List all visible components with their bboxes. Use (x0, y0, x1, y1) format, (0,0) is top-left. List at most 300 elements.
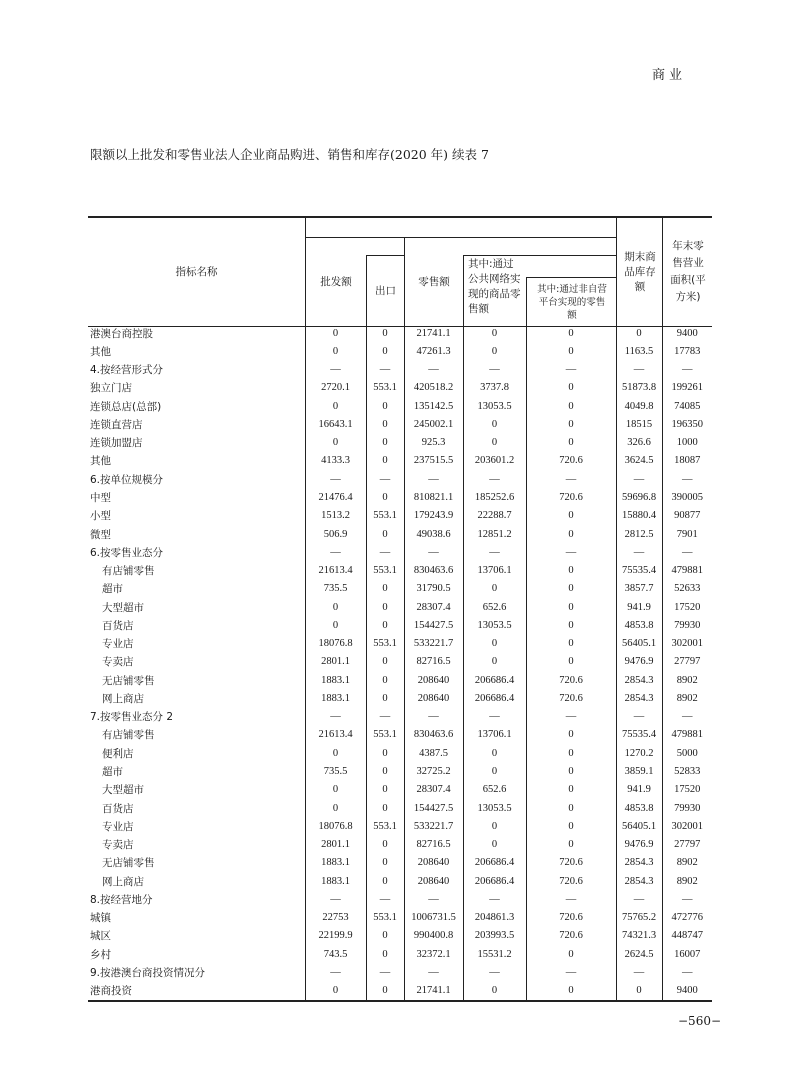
table-row (88, 635, 712, 653)
cell-export: 0 (366, 835, 404, 853)
cell-export: 0 (366, 525, 404, 543)
row-label: 港澳台商控股 (90, 327, 153, 340)
cell-area: 79930 (662, 799, 712, 817)
cell-inventory: 51873.8 (616, 379, 662, 397)
cell-non-self-platform: 720.6 (526, 872, 616, 890)
cell-area: 74085 (662, 397, 712, 415)
cell-wholesale: 1883.1 (305, 854, 366, 872)
cell-wholesale: 2801.1 (305, 835, 366, 853)
cell-retail: 47261.3 (404, 342, 463, 360)
row-label: 网上商店 (102, 692, 144, 705)
column-header-retail: 零售额 (418, 275, 450, 288)
cell-area: 472776 (662, 909, 712, 927)
row-label: 连锁直营店 (90, 418, 143, 431)
cell-area: 27797 (662, 653, 712, 671)
table-row (88, 945, 712, 963)
cell-non-self-platform: — (526, 543, 616, 561)
cell-area: — (662, 543, 712, 561)
cell-inventory: 0 (616, 324, 662, 342)
cell-area: 479881 (662, 561, 712, 579)
cell-export: 553.1 (366, 726, 404, 744)
table-row (88, 580, 712, 598)
cell-inventory: 56405.1 (616, 817, 662, 835)
cell-export: 0 (366, 982, 404, 1000)
column-header-wholesale: 批发额 (320, 275, 352, 288)
cell-retail: — (404, 543, 463, 561)
cell-non-self-platform: 720.6 (526, 854, 616, 872)
table-row (88, 909, 712, 927)
cell-wholesale: 16643.1 (305, 415, 366, 433)
cell-inventory: 9476.9 (616, 653, 662, 671)
row-label: 独立门店 (90, 382, 132, 395)
cell-inventory: 2854.3 (616, 671, 662, 689)
cell-inventory: 3859.1 (616, 762, 662, 780)
cell-area: 7901 (662, 525, 712, 543)
cell-retail: 208640 (404, 671, 463, 689)
cell-online-retail: 206686.4 (463, 671, 526, 689)
cell-online-retail: 0 (463, 635, 526, 653)
cell-wholesale: 0 (305, 616, 366, 634)
cell-area: 17783 (662, 342, 712, 360)
cell-export: 553.1 (366, 507, 404, 525)
cell-non-self-platform: 0 (526, 616, 616, 634)
row-label: 连锁加盟店 (90, 437, 143, 450)
cell-wholesale: 0 (305, 397, 366, 415)
table-row (88, 561, 712, 579)
cell-inventory: 941.9 (616, 781, 662, 799)
cell-area: — (662, 470, 712, 488)
row-label: 港商投资 (90, 985, 132, 998)
cell-online-retail: 0 (463, 415, 526, 433)
cell-non-self-platform: 720.6 (526, 488, 616, 506)
cell-online-retail: 652.6 (463, 598, 526, 616)
row-label: 连锁总店(总部) (90, 400, 162, 413)
cell-area: 390005 (662, 488, 712, 506)
cell-export: 0 (366, 762, 404, 780)
cell-online-retail: 204861.3 (463, 909, 526, 927)
row-label: 超市 (102, 583, 123, 596)
column-header-online-retail: 其中:通过公共网络实现的商品零售额 (468, 258, 521, 315)
cell-wholesale: 0 (305, 324, 366, 342)
cell-inventory: 74321.3 (616, 927, 662, 945)
cell-wholesale: 4133.3 (305, 452, 366, 470)
cell-wholesale: — (305, 708, 366, 726)
page-number: −560− (678, 1014, 722, 1028)
cell-non-self-platform: 0 (526, 397, 616, 415)
table-row (88, 854, 712, 872)
cell-non-self-platform: 0 (526, 415, 616, 433)
cell-export: 0 (366, 744, 404, 762)
cell-retail: 1006731.5 (404, 909, 463, 927)
column-header-area: 年末零售营业面积(平方米) (670, 240, 706, 303)
cell-area: 17520 (662, 781, 712, 799)
cell-online-retail: — (463, 470, 526, 488)
cell-online-retail: 13053.5 (463, 616, 526, 634)
cell-inventory: — (616, 963, 662, 981)
cell-export: 0 (366, 434, 404, 452)
cell-export: 0 (366, 927, 404, 945)
cell-retail: 237515.5 (404, 452, 463, 470)
cell-retail: 154427.5 (404, 616, 463, 634)
cell-wholesale: 22199.9 (305, 927, 366, 945)
table-row (88, 982, 712, 1000)
cell-wholesale: 1883.1 (305, 872, 366, 890)
table-row (88, 835, 712, 853)
cell-non-self-platform: 720.6 (526, 927, 616, 945)
table-row (88, 762, 712, 780)
cell-inventory: 3624.5 (616, 452, 662, 470)
section-header: 商业 (652, 68, 687, 83)
cell-export: 0 (366, 415, 404, 433)
table-row (88, 744, 712, 762)
cell-export: 0 (366, 452, 404, 470)
cell-inventory: 75535.4 (616, 561, 662, 579)
table-row (88, 781, 712, 799)
cell-wholesale: 743.5 (305, 945, 366, 963)
cell-wholesale: — (305, 543, 366, 561)
cell-inventory: 941.9 (616, 598, 662, 616)
cell-non-self-platform: 0 (526, 835, 616, 853)
cell-wholesale: 2801.1 (305, 653, 366, 671)
cell-inventory: 4049.8 (616, 397, 662, 415)
cell-online-retail: 13706.1 (463, 561, 526, 579)
row-label: 8.按经营地分 (90, 893, 153, 906)
cell-retail: 21741.1 (404, 982, 463, 1000)
table-row (88, 616, 712, 634)
table-row (88, 543, 712, 561)
row-label: 7.按零售业态分 2 (90, 711, 174, 724)
row-label: 小型 (90, 510, 111, 523)
cell-export: 0 (366, 580, 404, 598)
cell-online-retail: 3737.8 (463, 379, 526, 397)
cell-inventory: 2854.3 (616, 854, 662, 872)
cell-retail: 32372.1 (404, 945, 463, 963)
cell-inventory: — (616, 890, 662, 908)
cell-retail: 179243.9 (404, 507, 463, 525)
cell-inventory: 18515 (616, 415, 662, 433)
table-row (88, 890, 712, 908)
row-label: 超市 (102, 766, 123, 778)
cell-online-retail: — (463, 963, 526, 981)
cell-non-self-platform: 0 (526, 561, 616, 579)
cell-non-self-platform: 0 (526, 799, 616, 817)
cell-area: 17520 (662, 598, 712, 616)
row-label: 6.按单位规模分 (90, 473, 164, 486)
table-row (88, 689, 712, 707)
cell-export: 0 (366, 781, 404, 799)
cell-online-retail: 0 (463, 324, 526, 342)
cell-retail: — (404, 890, 463, 908)
row-label: 专业店 (102, 820, 134, 833)
table-row (88, 507, 712, 525)
column-header-inventory: 期末商品库存额 (624, 250, 656, 293)
cell-online-retail: — (463, 361, 526, 379)
cell-non-self-platform: — (526, 470, 616, 488)
cell-export: 0 (366, 872, 404, 890)
cell-retail: 245002.1 (404, 415, 463, 433)
cell-area: — (662, 361, 712, 379)
cell-online-retail: 203993.5 (463, 927, 526, 945)
row-label: 微型 (90, 528, 111, 541)
table-header (88, 216, 712, 327)
cell-online-retail: 0 (463, 982, 526, 1000)
cell-export: 0 (366, 653, 404, 671)
cell-export: — (366, 963, 404, 981)
cell-area: — (662, 890, 712, 908)
cell-retail: 82716.5 (404, 653, 463, 671)
cell-wholesale: 735.5 (305, 580, 366, 598)
cell-non-self-platform: 0 (526, 635, 616, 653)
cell-non-self-platform: — (526, 708, 616, 726)
cell-online-retail: 0 (463, 762, 526, 780)
cell-wholesale: 0 (305, 598, 366, 616)
cell-export: — (366, 470, 404, 488)
cell-non-self-platform: 0 (526, 744, 616, 762)
cell-retail: — (404, 963, 463, 981)
column-header-export: 出口 (375, 284, 396, 297)
cell-retail: 810821.1 (404, 488, 463, 506)
row-label: 有店铺零售 (102, 565, 155, 578)
cell-area: 196350 (662, 415, 712, 433)
cell-inventory: 326.6 (616, 434, 662, 452)
cell-online-retail: 12851.2 (463, 525, 526, 543)
cell-export: 0 (366, 342, 404, 360)
cell-wholesale: 0 (305, 342, 366, 360)
row-label: 其他 (90, 345, 111, 358)
row-label: 中型 (90, 492, 111, 505)
cell-export: 0 (366, 488, 404, 506)
cell-retail: 28307.4 (404, 598, 463, 616)
cell-wholesale: 735.5 (305, 762, 366, 780)
cell-non-self-platform: 0 (526, 945, 616, 963)
cell-retail: 533221.7 (404, 635, 463, 653)
cell-inventory: 4853.8 (616, 616, 662, 634)
cell-non-self-platform: 0 (526, 324, 616, 342)
cell-online-retail: 13706.1 (463, 726, 526, 744)
cell-retail: 31790.5 (404, 580, 463, 598)
cell-wholesale: 18076.8 (305, 635, 366, 653)
cell-online-retail: 15531.2 (463, 945, 526, 963)
cell-online-retail: 0 (463, 342, 526, 360)
cell-inventory: 3857.7 (616, 580, 662, 598)
cell-inventory: 75765.2 (616, 909, 662, 927)
cell-area: 52833 (662, 762, 712, 780)
table-row (88, 324, 712, 342)
row-label: 无店铺零售 (102, 674, 155, 687)
cell-online-retail: 0 (463, 744, 526, 762)
cell-wholesale: 1883.1 (305, 671, 366, 689)
table-row (88, 927, 712, 945)
column-header-non-self-platform: 其中:通过非自营平台实现的零售额 (537, 283, 607, 321)
cell-inventory: — (616, 543, 662, 561)
cell-online-retail: 206686.4 (463, 854, 526, 872)
row-label: 乡村 (90, 948, 111, 961)
cell-wholesale: 0 (305, 799, 366, 817)
cell-online-retail: 22288.7 (463, 507, 526, 525)
cell-area: 9400 (662, 982, 712, 1000)
cell-retail: 4387.5 (404, 744, 463, 762)
cell-non-self-platform: — (526, 361, 616, 379)
cell-area: 302001 (662, 817, 712, 835)
cell-retail: — (404, 708, 463, 726)
cell-online-retail: 185252.6 (463, 488, 526, 506)
row-label: 专业店 (102, 638, 134, 651)
cell-inventory: 56405.1 (616, 635, 662, 653)
cell-wholesale: 1883.1 (305, 689, 366, 707)
cell-non-self-platform: 0 (526, 379, 616, 397)
cell-inventory: — (616, 361, 662, 379)
table-row (88, 525, 712, 543)
cell-export: 553.1 (366, 817, 404, 835)
cell-inventory: 4853.8 (616, 799, 662, 817)
cell-inventory: 1163.5 (616, 342, 662, 360)
cell-online-retail: 0 (463, 653, 526, 671)
cell-area: 8902 (662, 689, 712, 707)
table-row (88, 361, 712, 379)
cell-area: 9400 (662, 324, 712, 342)
cell-online-retail: 652.6 (463, 781, 526, 799)
cell-wholesale: 0 (305, 982, 366, 1000)
cell-non-self-platform: — (526, 890, 616, 908)
cell-inventory: — (616, 708, 662, 726)
table-row (88, 470, 712, 488)
table-row (88, 342, 712, 360)
table-row (88, 872, 712, 890)
cell-export: 0 (366, 689, 404, 707)
cell-online-retail: — (463, 543, 526, 561)
cell-retail: 82716.5 (404, 835, 463, 853)
cell-online-retail: 206686.4 (463, 689, 526, 707)
cell-area: 8902 (662, 854, 712, 872)
cell-non-self-platform: 0 (526, 762, 616, 780)
cell-area: 8902 (662, 671, 712, 689)
cell-non-self-platform: 0 (526, 726, 616, 744)
cell-area: 79930 (662, 616, 712, 634)
table-row (88, 708, 712, 726)
cell-online-retail: 0 (463, 434, 526, 452)
cell-inventory: 15880.4 (616, 507, 662, 525)
cell-area: 8902 (662, 872, 712, 890)
cell-online-retail: — (463, 890, 526, 908)
table-title: 限额以上批发和零售业法人企业商品购进、销售和库存(2020 年) 续表 7 (90, 147, 489, 162)
cell-retail: — (404, 470, 463, 488)
row-label: 其他 (90, 455, 111, 468)
cell-area: 52633 (662, 580, 712, 598)
cell-retail: 208640 (404, 689, 463, 707)
cell-area: 302001 (662, 635, 712, 653)
cell-area: 199261 (662, 379, 712, 397)
row-label: 专卖店 (102, 839, 134, 852)
cell-retail: 925.3 (404, 434, 463, 452)
cell-non-self-platform: 720.6 (526, 909, 616, 927)
cell-online-retail: 13053.5 (463, 397, 526, 415)
cell-export: 0 (366, 945, 404, 963)
table-row (88, 817, 712, 835)
cell-retail: 990400.8 (404, 927, 463, 945)
row-label: 6.按零售业态分 (90, 546, 164, 559)
cell-area: — (662, 708, 712, 726)
cell-inventory: 59696.8 (616, 488, 662, 506)
cell-wholesale: 21613.4 (305, 726, 366, 744)
cell-wholesale: 0 (305, 744, 366, 762)
table-row (88, 488, 712, 506)
cell-area: 27797 (662, 835, 712, 853)
table-row (88, 434, 712, 452)
cell-non-self-platform: 0 (526, 580, 616, 598)
row-label: 城镇 (90, 912, 111, 925)
cell-export: 553.1 (366, 379, 404, 397)
cell-non-self-platform: 0 (526, 982, 616, 1000)
cell-wholesale: — (305, 361, 366, 379)
cell-wholesale: 21476.4 (305, 488, 366, 506)
cell-export: 0 (366, 397, 404, 415)
cell-online-retail: 0 (463, 835, 526, 853)
row-label: 有店铺零售 (102, 729, 155, 742)
cell-export: 0 (366, 854, 404, 872)
cell-retail: 32725.2 (404, 762, 463, 780)
cell-wholesale: 0 (305, 434, 366, 452)
cell-non-self-platform: 0 (526, 598, 616, 616)
cell-retail: 135142.5 (404, 397, 463, 415)
table-row (88, 799, 712, 817)
cell-area: 1000 (662, 434, 712, 452)
cell-inventory: 75535.4 (616, 726, 662, 744)
cell-area: 90877 (662, 507, 712, 525)
cell-inventory: 2624.5 (616, 945, 662, 963)
table-row (88, 653, 712, 671)
cell-area: 479881 (662, 726, 712, 744)
cell-non-self-platform: 720.6 (526, 689, 616, 707)
cell-inventory: 9476.9 (616, 835, 662, 853)
cell-inventory: 2854.3 (616, 872, 662, 890)
cell-retail: 21741.1 (404, 324, 463, 342)
table-row (88, 397, 712, 415)
row-label: 9.按港澳台商投资情况分 (90, 966, 206, 979)
cell-wholesale: 0 (305, 781, 366, 799)
cell-retail: 49038.6 (404, 525, 463, 543)
cell-retail: 420518.2 (404, 379, 463, 397)
cell-export: 0 (366, 598, 404, 616)
cell-retail: 533221.7 (404, 817, 463, 835)
table-row (88, 415, 712, 433)
cell-export: 0 (366, 616, 404, 634)
cell-inventory: 1270.2 (616, 744, 662, 762)
cell-retail: — (404, 361, 463, 379)
cell-area: — (662, 963, 712, 981)
cell-non-self-platform: 0 (526, 507, 616, 525)
cell-wholesale: 18076.8 (305, 817, 366, 835)
cell-non-self-platform: 0 (526, 434, 616, 452)
cell-wholesale: 21613.4 (305, 561, 366, 579)
cell-wholesale: — (305, 890, 366, 908)
cell-non-self-platform: 0 (526, 525, 616, 543)
row-label: 便利店 (102, 747, 134, 760)
cell-retail: 208640 (404, 872, 463, 890)
cell-online-retail: 0 (463, 817, 526, 835)
cell-export: 553.1 (366, 635, 404, 653)
cell-online-retail: 13053.5 (463, 799, 526, 817)
table-row (88, 452, 712, 470)
cell-non-self-platform: 0 (526, 817, 616, 835)
cell-wholesale: 22753 (305, 909, 366, 927)
table-row (88, 379, 712, 397)
cell-export: — (366, 543, 404, 561)
cell-retail: 28307.4 (404, 781, 463, 799)
cell-inventory: 0 (616, 982, 662, 1000)
row-label: 大型超市 (102, 601, 144, 614)
cell-non-self-platform: 720.6 (526, 452, 616, 470)
row-label: 大型超市 (102, 784, 144, 797)
